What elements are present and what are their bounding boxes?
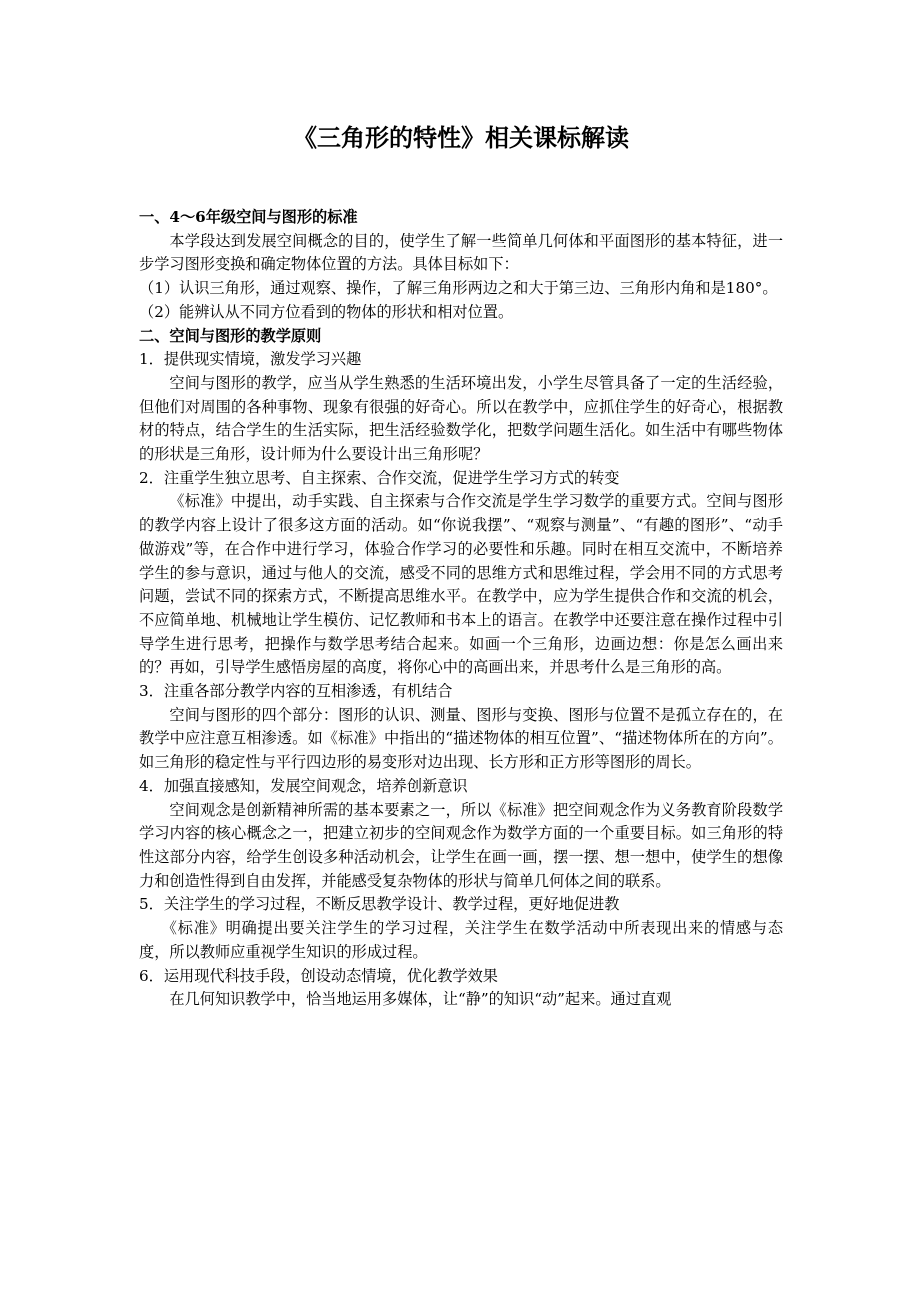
subheading: 5．关注学生的学习过程，不断反思教学设计、教学过程，更好地促进教 bbox=[139, 895, 620, 914]
section-heading-1: 一、4～6年级空间与图形的标准 bbox=[139, 208, 358, 226]
paragraph: 《标准》明确提出要关注学生的学习过程，关注学生在数学活动中所表现出来的情感与态度，所以教师应重视学生知识的形成过程。 bbox=[139, 919, 783, 961]
paragraph: 在几何知识教学中，恰当地运用多媒体，让“静”的知识“动”起来。通过直观 bbox=[169, 990, 672, 1009]
list-item: （2）能辨认从不同方位看到的物体的形状和相对位置。 bbox=[139, 302, 514, 321]
section-heading-2: 二、空间与图形的教学原则 bbox=[139, 326, 322, 345]
subheading: 1．提供现实情境，激发学习兴趣 bbox=[139, 350, 362, 369]
subheading: 6．运用现代科技手段，创设动态情境，优化教学效果 bbox=[139, 966, 498, 985]
subheading: 3．注重各部分教学内容的互相渗透，有机结合 bbox=[139, 682, 453, 701]
paragraph: 空间与图形的四个部分：图形的认识、测量、图形与变换、图形与位置不是孤立存在的，在教学中应注意互相渗透。如《标准》中指出的“描述物体的相互位置”、“描述物体所在的方向”。如三角形的稳定性与平行四边形的易变形对边出现、长方形和正方形等图形的周长。 bbox=[139, 705, 783, 772]
subheading: 2．注重学生独立思考、自主探索、合作交流，促进学生学习方式的转变 bbox=[139, 468, 620, 487]
list-item: （1）认识三角形，通过观察、操作，了解三角形两边之和大于第三边、三角形内角和是180°。 bbox=[139, 279, 778, 298]
paragraph: 本学段达到发展空间概念的目的，使学生了解一些简单几何体和平面图形的基本特征，进一步学习图形变换和确定物体位置的方法。具体目标如下： bbox=[139, 231, 783, 274]
paragraph: 空间与图形的教学，应当从学生熟悉的生活环境出发，小学生尽管具备了一定的生活经验，但他们对周围的各种事物、现象有很强的好奇心。所以在教学中，应抓住学生的好奇心，根据教材的特点，结合学生的生活实际，把生活经验数学化，把数学问题生活化。如生活中有哪些物体的形状是三角形，设计师为什么要设计出三角形呢？ bbox=[139, 373, 783, 464]
subheading: 4．加强直接感知，发展空间观念，培养创新意识 bbox=[139, 776, 468, 795]
document-title: 《三角形的特性》相关课标解读 bbox=[293, 123, 629, 152]
paragraph: 空间观念是创新精神所需的基本要素之一，所以《标准》把空间观念作为义务教育阶段数学学习内容的核心概念之一，把建立初步的空间观念作为数学方面的一个重要目标。如三角形的特性这部分内容，给学生创设多种活动机会，让学生在画一画，摆一摆、想一想中，使学生的想像力和创造性得到自由发挥，并能感受复杂物体的形状与简单几何体之间的联系。 bbox=[139, 800, 783, 890]
paragraph: 《标准》中提出，动手实践、自主探索与合作交流是学生学习数学的重要方式。空间与图形的教学内容上设计了很多这方面的活动。如“你说我摆”、“观察与测量”、“有趣的图形”、“动手做游戏”等，在合作中进行学习，体验合作学习的必要性和乐趣。同时在相互交流中，不断培养学生的参与意识，通过与他人的交流，感受不同的思维方式和思维过程，学会用不同的方式思考问题，尝试不同的探索方式，不断提高思维水平。在教学中，应为学生提供合作和交流的机会，不应简单地、机械地让学生模仿、记忆教师和书本上的语言。在教学中还要注意在操作过程中引导学生进行思考，把操作与数学思考结合起来。如画一个三角形，边画边想：你是怎么画出来的？再如，引导学生感悟房屋的高度，将你心中的高画出来，并思考什么是三角形的高。 bbox=[139, 492, 783, 677]
document-body bbox=[139, 206, 783, 1012]
